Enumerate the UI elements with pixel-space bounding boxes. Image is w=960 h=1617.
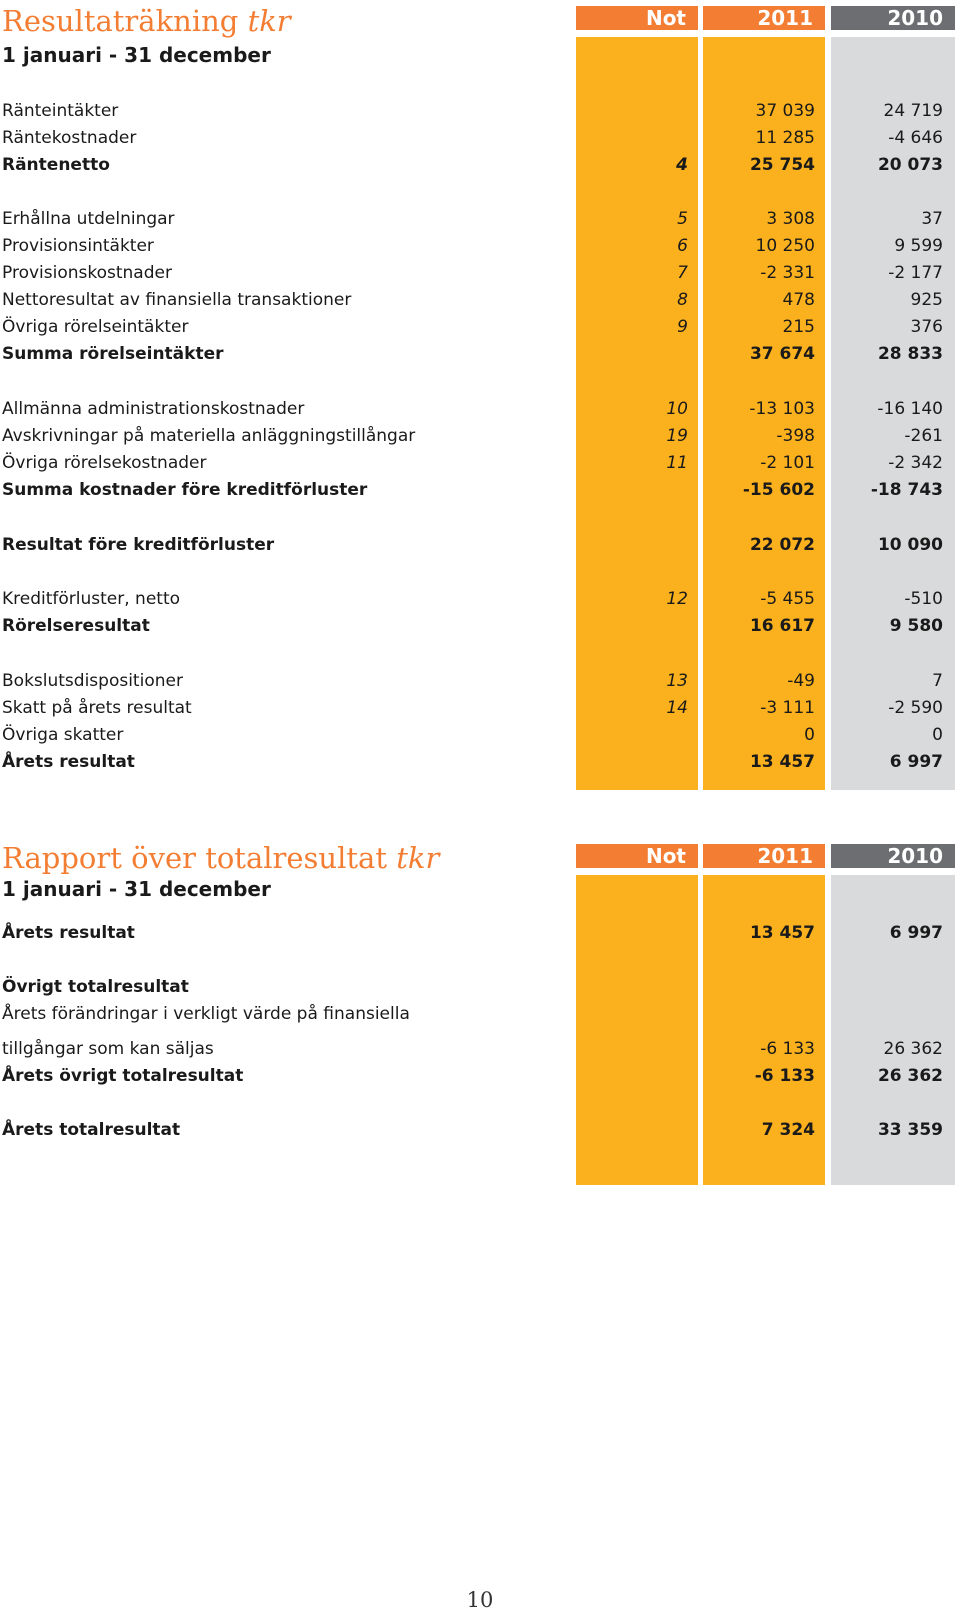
year-2011-header: 2011 — [703, 6, 825, 30]
row-value-2011: 3 308 — [766, 209, 815, 229]
row-label: Provisionskostnader — [2, 263, 172, 283]
row-value-2011: 37 674 — [749, 344, 815, 364]
row-value-2010: 10 090 — [877, 535, 943, 555]
row-note: 13 — [666, 671, 688, 691]
row-label: tillgångar som kan säljas — [2, 1039, 214, 1059]
table-row — [0, 1117, 960, 1143]
table-row — [0, 532, 960, 558]
section-title — [2, 841, 439, 875]
row-value-2010: -16 140 — [877, 399, 943, 419]
table-row — [0, 1036, 960, 1062]
row-label: Räntenetto — [2, 155, 110, 175]
row-value-2011: -2 101 — [760, 453, 815, 473]
section-title — [2, 4, 291, 38]
title-unit: tkr — [396, 841, 440, 875]
table-row — [0, 1001, 960, 1027]
row-value-2010: -510 — [904, 589, 943, 609]
row-label: Årets förändringar i verkligt värde på finansiella — [2, 1004, 410, 1024]
income-statement — [0, 6, 960, 796]
row-value-2010: 376 — [910, 317, 943, 337]
title-text: Resultaträkning — [2, 4, 239, 38]
row-label: Nettoresultat av finansiella transaktioner — [2, 290, 352, 310]
title-unit: tkr — [247, 4, 291, 38]
table-row — [0, 125, 960, 151]
row-value-2010: 9 599 — [894, 236, 943, 256]
row-value-2011: 25 754 — [749, 155, 815, 175]
row-label: Årets totalresultat — [2, 1120, 181, 1140]
row-note: 19 — [666, 426, 688, 446]
row-note: 7 — [677, 263, 688, 283]
row-label: Årets övrigt totalresultat — [2, 1066, 244, 1086]
row-value-2011: 10 250 — [755, 236, 815, 256]
year-2010-header: 2010 — [831, 844, 955, 868]
table-row — [0, 233, 960, 259]
section-subtitle: 1 januari - 31 december — [2, 43, 271, 67]
table-row — [0, 920, 960, 946]
row-value-2010: 26 362 — [883, 1039, 943, 1059]
table-row — [0, 260, 960, 286]
row-note: 6 — [677, 236, 688, 256]
table-row — [0, 749, 960, 775]
table-row — [0, 206, 960, 232]
row-value-2011: -6 133 — [760, 1039, 815, 1059]
table-row — [0, 586, 960, 612]
row-value-2011: 215 — [782, 317, 815, 337]
table-row — [0, 396, 960, 422]
row-note: 5 — [677, 209, 688, 229]
row-value-2010: 0 — [932, 725, 943, 745]
row-label: Avskrivningar på materiella anläggningstillångar — [2, 426, 416, 446]
row-label: Årets resultat — [2, 752, 135, 772]
row-label: Ränteintäkter — [2, 101, 119, 121]
table-row — [0, 98, 960, 124]
row-label: Summa kostnader före kreditförluster — [2, 480, 368, 500]
row-label: Bokslutsdispositioner — [2, 671, 183, 691]
row-label: Övriga rörelsekostnader — [2, 453, 207, 473]
title-text: Rapport över totalresultat — [2, 841, 387, 875]
row-value-2011: 0 — [804, 725, 815, 745]
row-value-2011: 37 039 — [755, 101, 815, 121]
row-value-2010: -261 — [904, 426, 943, 446]
row-value-2010: 33 359 — [877, 1120, 943, 1140]
table-row — [0, 1063, 960, 1089]
row-value-2011: 478 — [782, 290, 815, 310]
table-row — [0, 613, 960, 639]
row-note: 12 — [666, 589, 688, 609]
row-label: Skatt på årets resultat — [2, 698, 192, 718]
row-value-2011: -398 — [776, 426, 815, 446]
note-header: Not — [576, 6, 698, 30]
row-label: Övriga skatter — [2, 725, 124, 745]
page-number: 10 — [466, 1588, 494, 1612]
table-row — [0, 341, 960, 367]
row-note: 4 — [676, 155, 688, 175]
row-label: Provisionsintäkter — [2, 236, 154, 256]
table-row — [0, 477, 960, 503]
row-value-2011: 13 457 — [749, 923, 815, 943]
row-value-2011: -49 — [787, 671, 815, 691]
table-row — [0, 152, 960, 178]
row-label: Rörelseresultat — [2, 616, 150, 636]
row-value-2011: -6 133 — [754, 1066, 815, 1086]
row-value-2010: 925 — [910, 290, 943, 310]
row-label: Summa rörelseintäkter — [2, 344, 224, 364]
row-note: 9 — [677, 317, 688, 337]
row-note: 10 — [666, 399, 688, 419]
row-value-2010: 6 997 — [889, 752, 943, 772]
row-value-2011: -3 111 — [760, 698, 815, 718]
note-header: Not — [576, 844, 698, 868]
row-value-2010: 20 073 — [877, 155, 943, 175]
row-label: Erhållna utdelningar — [2, 209, 175, 229]
row-value-2011: -15 602 — [742, 480, 815, 500]
section-subtitle: 1 januari - 31 december — [2, 877, 271, 901]
table-row — [0, 974, 960, 1000]
year-2011-header: 2011 — [703, 844, 825, 868]
row-value-2010: -2 590 — [888, 698, 943, 718]
year-2010-header: 2010 — [831, 6, 955, 30]
table-row — [0, 695, 960, 721]
row-label: Övrigt totalresultat — [2, 977, 189, 997]
row-value-2010: 26 362 — [877, 1066, 943, 1086]
row-value-2011: 13 457 — [749, 752, 815, 772]
row-value-2010: 7 — [932, 671, 943, 691]
row-value-2011: 16 617 — [749, 616, 815, 636]
row-label: Allmänna administrationskostnader — [2, 399, 305, 419]
row-value-2010: 9 580 — [889, 616, 943, 636]
row-label: Resultat före kreditförluster — [2, 535, 275, 555]
row-label: Kreditförluster, netto — [2, 589, 181, 609]
row-value-2011: -13 103 — [749, 399, 815, 419]
row-value-2010: 6 997 — [889, 923, 943, 943]
row-note: 14 — [666, 698, 688, 718]
row-value-2010: -18 743 — [870, 480, 943, 500]
row-value-2011: -5 455 — [760, 589, 815, 609]
row-value-2010: -4 646 — [888, 128, 943, 148]
row-value-2010: -2 177 — [888, 263, 943, 283]
row-value-2011: 11 285 — [755, 128, 815, 148]
row-value-2011: -2 331 — [760, 263, 815, 283]
row-value-2011: 22 072 — [749, 535, 815, 555]
comprehensive-income — [0, 841, 960, 1194]
table-row — [0, 722, 960, 748]
row-label: Övriga rörelseintäkter — [2, 317, 189, 337]
row-value-2010: 37 — [921, 209, 943, 229]
table-row — [0, 423, 960, 449]
table-row — [0, 287, 960, 313]
row-value-2010: 28 833 — [877, 344, 943, 364]
table-row — [0, 314, 960, 340]
row-label: Räntekostnader — [2, 128, 137, 148]
row-note: 11 — [666, 453, 688, 473]
row-value-2010: 24 719 — [883, 101, 943, 121]
row-note: 8 — [677, 290, 688, 310]
row-value-2011: 7 324 — [761, 1120, 815, 1140]
table-row — [0, 450, 960, 476]
row-label: Årets resultat — [2, 923, 135, 943]
table-row — [0, 668, 960, 694]
row-value-2010: -2 342 — [888, 453, 943, 473]
